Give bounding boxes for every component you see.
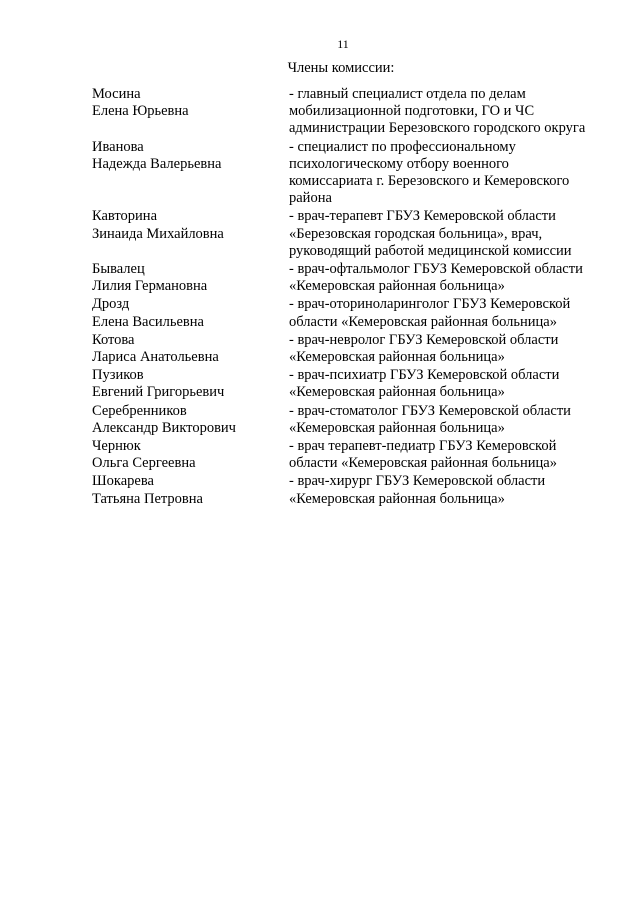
member-row bbox=[92, 367, 612, 401]
member-role bbox=[289, 332, 609, 366]
member-role bbox=[289, 473, 609, 507]
member-role-line: области «Кемеровская районная больница» bbox=[289, 455, 557, 472]
member-role-line: - врач-офтальмолог ГБУЗ Кемеровской области bbox=[289, 261, 583, 278]
member-role bbox=[289, 296, 609, 330]
member-name bbox=[92, 208, 289, 260]
member-role-line: руководящий работой медицинской комиссии bbox=[289, 242, 572, 259]
member-name bbox=[92, 139, 289, 208]
member-name-line: Иванова bbox=[92, 138, 144, 155]
member-role-line: - врач-хирург ГБУЗ Кемеровской области bbox=[289, 473, 546, 490]
member-row bbox=[92, 473, 612, 507]
member-name-line: Шокарева bbox=[92, 473, 154, 490]
member-row bbox=[92, 403, 612, 437]
member-name-line: Евгений Григорьевич bbox=[92, 384, 225, 401]
member-role-line: района bbox=[289, 190, 332, 207]
member-name bbox=[92, 473, 289, 507]
member-name-line: Надежда Валерьевна bbox=[92, 155, 222, 172]
member-row bbox=[92, 86, 612, 138]
member-name bbox=[92, 367, 289, 401]
member-role bbox=[289, 367, 609, 401]
member-role-line: - главный специалист отдела по делам bbox=[289, 86, 526, 102]
member-name-line: Чернюк bbox=[92, 438, 141, 455]
member-name-line: Пузиков bbox=[92, 367, 144, 384]
section-heading: Члены комиссии: bbox=[287, 60, 395, 76]
member-role bbox=[289, 261, 609, 295]
member-row bbox=[92, 139, 612, 208]
member-role-line: мобилизационной подготовки, ГО и ЧС bbox=[289, 103, 535, 120]
member-name-line: Дрозд bbox=[92, 296, 130, 313]
member-role-line: «Кемеровская районная больница» bbox=[289, 349, 505, 366]
page-number: 11 bbox=[337, 37, 349, 51]
member-role-line: - специалист по профессиональному bbox=[289, 138, 516, 155]
member-name-line: Ольга Сергеевна bbox=[92, 455, 196, 472]
member-name-line: Лилия Германовна bbox=[92, 278, 208, 295]
member-role-line: «Кемеровская районная больница» bbox=[289, 278, 505, 295]
member-name-line: Кавторина bbox=[92, 208, 158, 225]
member-name-line: Елена Васильевна bbox=[92, 313, 204, 330]
member-name bbox=[92, 332, 289, 366]
member-role-line: «Кемеровская районная больница» bbox=[289, 419, 505, 436]
member-role bbox=[289, 139, 609, 208]
member-role-line: «Кемеровская районная больница» bbox=[289, 490, 505, 507]
member-role-line: администрации Березовского городского округа bbox=[289, 120, 586, 137]
member-role-line: - врач-стоматолог ГБУЗ Кемеровской области bbox=[289, 402, 571, 419]
member-name-line: Котова bbox=[92, 331, 135, 348]
member-name-line: Лариса Анатольевна bbox=[92, 349, 219, 366]
member-role-line: психологическому отбору военного bbox=[289, 155, 509, 172]
member-name bbox=[92, 403, 289, 437]
members-list bbox=[92, 86, 612, 509]
member-name-line: Серебренников bbox=[92, 402, 187, 419]
member-role-line: - врач-психиатр ГБУЗ Кемеровской области bbox=[289, 367, 560, 384]
member-role-line: - врач-терапевт ГБУЗ Кемеровской области bbox=[289, 208, 556, 225]
member-role-line: «Кемеровская районная больница» bbox=[289, 384, 505, 401]
member-row bbox=[92, 438, 612, 472]
member-role-line: комиссариата г. Березовского и Кемеровского bbox=[289, 173, 570, 190]
member-role-line: - врач-невролог ГБУЗ Кемеровской области bbox=[289, 331, 559, 348]
member-role-line: - врач-оториноларинголог ГБУЗ Кемеровской bbox=[289, 296, 571, 313]
member-role-line: области «Кемеровская районная больница» bbox=[289, 313, 557, 330]
member-name-line: Зинаида Михайловна bbox=[92, 225, 224, 242]
member-row bbox=[92, 332, 612, 366]
member-role-line: - врач терапевт-педиатр ГБУЗ Кемеровской bbox=[289, 438, 557, 455]
member-name bbox=[92, 261, 289, 295]
member-row bbox=[92, 296, 612, 330]
member-role bbox=[289, 208, 609, 260]
member-row bbox=[92, 208, 612, 260]
member-role bbox=[289, 86, 609, 138]
member-role bbox=[289, 403, 609, 437]
member-name bbox=[92, 438, 289, 472]
member-name-line: Александр Викторович bbox=[92, 419, 236, 436]
member-name-line: Елена Юрьевна bbox=[92, 103, 189, 120]
member-name-line: Бывалец bbox=[92, 261, 145, 278]
member-row bbox=[92, 261, 612, 295]
member-name bbox=[92, 86, 289, 138]
member-role-line: «Березовская городская больница», врач, bbox=[289, 225, 543, 242]
member-name bbox=[92, 296, 289, 330]
member-name-line: Татьяна Петровна bbox=[92, 490, 203, 507]
member-role bbox=[289, 438, 609, 472]
member-name-line: Мосина bbox=[92, 86, 141, 102]
